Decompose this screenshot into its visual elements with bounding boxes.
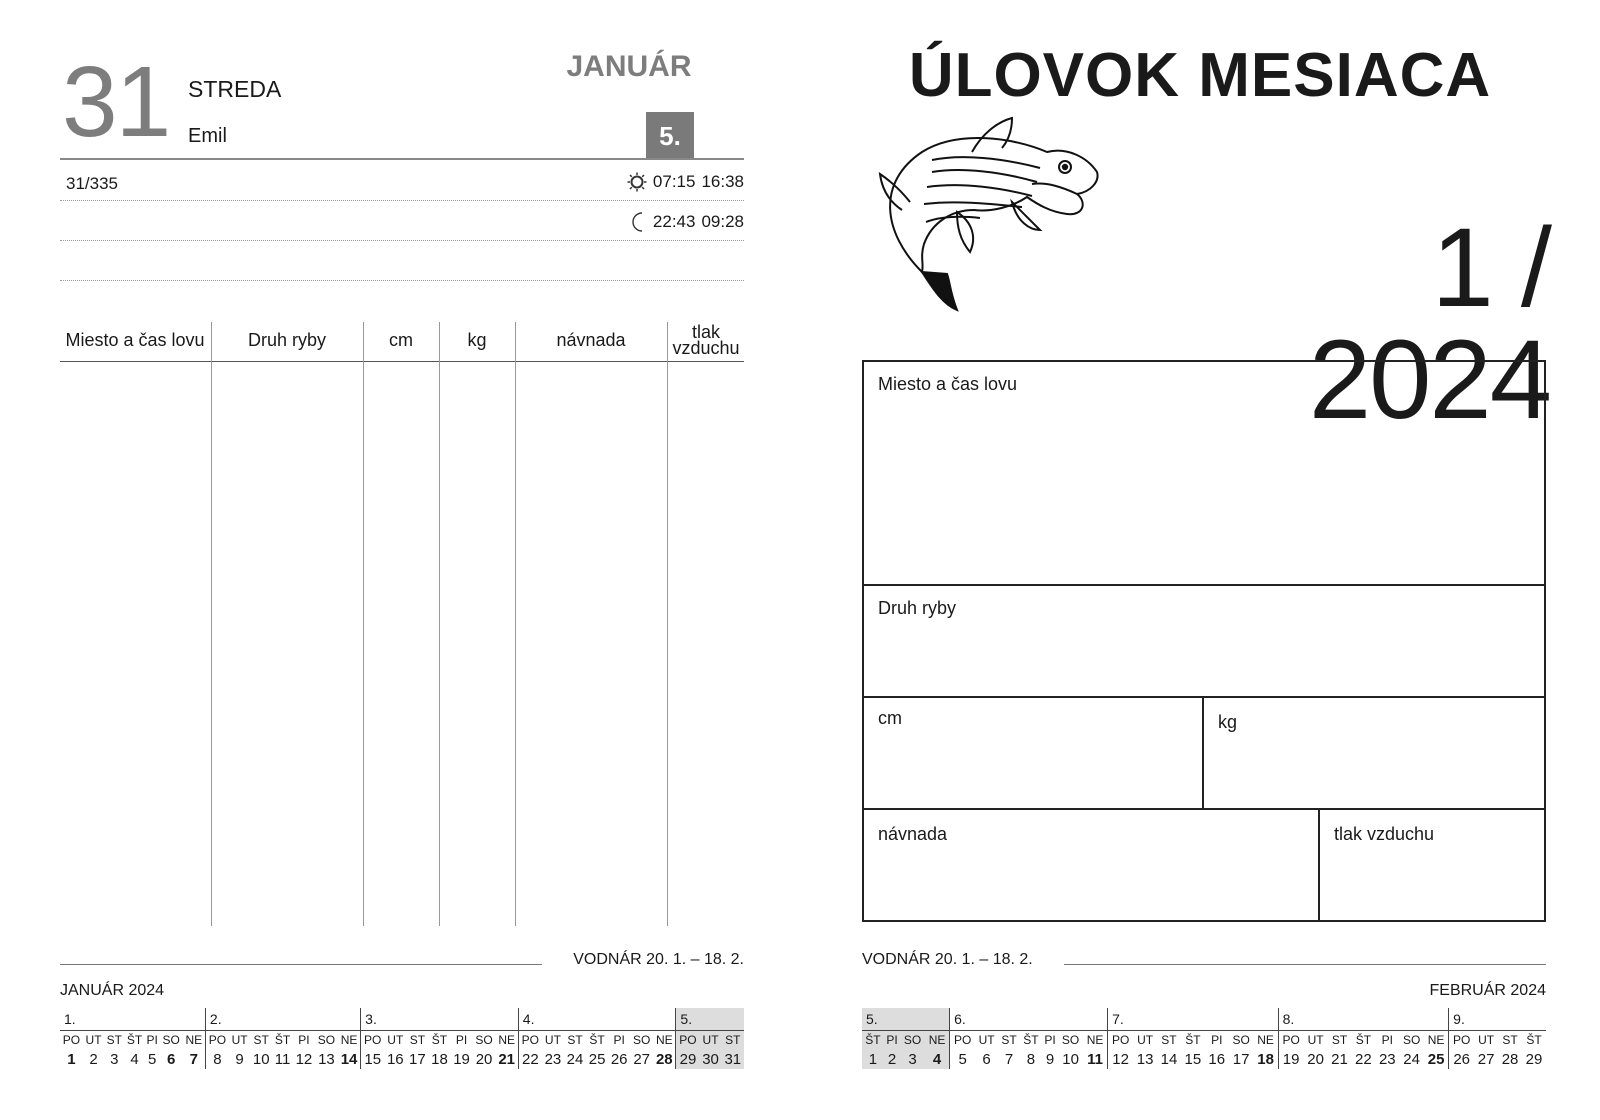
calendar-weekday: UT bbox=[1307, 1033, 1324, 1047]
col-bait: návnada bbox=[556, 330, 626, 350]
calendar-day[interactable]: 15 bbox=[1184, 1050, 1202, 1068]
calendar-weekday: ST bbox=[1001, 1033, 1017, 1047]
calendar-day[interactable]: 18 bbox=[1257, 1050, 1274, 1068]
calendar-week-label: 7. bbox=[1108, 1008, 1279, 1031]
calendar-week-label: 1. bbox=[60, 1008, 205, 1031]
calendar-weekday: NE bbox=[1086, 1033, 1104, 1047]
col-cm: cm bbox=[389, 330, 413, 350]
calendar-weekday: PO bbox=[1108, 1031, 1134, 1050]
calendar-day[interactable]: 23 bbox=[544, 1050, 562, 1068]
calendar-day[interactable]: 24 bbox=[1403, 1050, 1420, 1068]
calendar-weekday: NE bbox=[498, 1033, 515, 1047]
calendar-weekday: PI bbox=[884, 1031, 900, 1050]
calendar-weekday: NE bbox=[925, 1031, 950, 1050]
zodiac-label: VODNÁR 20. 1. – 18. 2. bbox=[573, 951, 744, 968]
calendar-weekday: PI bbox=[1044, 1033, 1056, 1047]
zodiac-line bbox=[60, 964, 542, 965]
dotted-line bbox=[60, 240, 744, 241]
calendar-day[interactable]: 17 bbox=[1232, 1050, 1250, 1068]
calendar-weekday: PO bbox=[676, 1031, 700, 1050]
calendar-weekday: PI bbox=[1381, 1033, 1393, 1047]
calendar-week-label: 3. bbox=[361, 1008, 519, 1031]
zodiac-line bbox=[1064, 964, 1546, 965]
moon-icon bbox=[631, 212, 647, 232]
mini-calendar-february bbox=[862, 1008, 1546, 1069]
col-divider bbox=[439, 322, 440, 926]
calendar-day[interactable]: 3 bbox=[900, 1049, 925, 1069]
calendar-day[interactable]: 7 bbox=[189, 1050, 198, 1068]
calendar-day[interactable]: 13 bbox=[318, 1050, 335, 1068]
calendar-weekday: PI bbox=[1211, 1033, 1223, 1047]
calendar-day[interactable]: 23 bbox=[1378, 1050, 1396, 1068]
calendar-day[interactable]: 2 bbox=[884, 1049, 900, 1069]
field-place[interactable] bbox=[862, 360, 1546, 586]
calendar-day[interactable]: 2 bbox=[89, 1050, 98, 1068]
calendar-day[interactable]: 22 bbox=[1355, 1050, 1372, 1068]
field-bait[interactable] bbox=[862, 808, 1320, 922]
calendar-weekday: NE bbox=[185, 1033, 203, 1047]
calendar-weekday: ŠT bbox=[431, 1033, 448, 1047]
field-pressure-label: tlak vzduchu bbox=[1334, 824, 1435, 844]
calendar-weekday: SO bbox=[1402, 1033, 1421, 1047]
page-title: ÚLOVOK MESIACA bbox=[908, 41, 1492, 110]
calendar-day[interactable]: 26 bbox=[610, 1050, 628, 1068]
calendar-week-label: 5. bbox=[862, 1008, 950, 1031]
calendar-weekday: SO bbox=[633, 1033, 651, 1047]
calendar-weekday: ŠT bbox=[274, 1033, 291, 1047]
calendar-day[interactable]: 24 bbox=[566, 1050, 584, 1068]
calendar-weekday: NE bbox=[1257, 1033, 1274, 1047]
mini-calendar-january bbox=[60, 1008, 744, 1069]
calendar-day[interactable]: 6 bbox=[167, 1050, 176, 1068]
zodiac-label: VODNÁR 20. 1. – 18. 2. bbox=[862, 951, 1033, 968]
field-species[interactable] bbox=[862, 584, 1546, 698]
calendar-weekday: SO bbox=[317, 1033, 336, 1047]
name-day: Emil bbox=[188, 125, 227, 147]
col-kg: kg bbox=[467, 330, 487, 350]
calendar-day[interactable]: 19 bbox=[453, 1050, 470, 1068]
moonrise-time: 22:43 bbox=[652, 212, 696, 231]
col-divider bbox=[363, 322, 364, 926]
calendar-weekday: UT bbox=[544, 1033, 561, 1047]
calendar-day[interactable]: 9 bbox=[1045, 1050, 1055, 1068]
calendar-weekday: SO bbox=[475, 1033, 493, 1047]
mini-calendar-title: FEBRUÁR 2024 bbox=[1429, 982, 1546, 999]
sunset-time: 16:38 bbox=[701, 172, 744, 191]
calendar-day[interactable]: 17 bbox=[409, 1050, 426, 1068]
calendar-weekday: PO bbox=[361, 1031, 385, 1050]
calendar-weekday: NE bbox=[340, 1033, 358, 1047]
calendar-day[interactable]: 4 bbox=[925, 1049, 950, 1069]
calendar-weekday: SO bbox=[162, 1033, 180, 1047]
calendar-day[interactable]: 16 bbox=[386, 1050, 404, 1068]
calendar-weekday: PO bbox=[950, 1031, 976, 1050]
calendar-day[interactable]: 1 bbox=[67, 1050, 76, 1068]
field-place-label: Miesto a čas lovu bbox=[878, 374, 1018, 394]
table-header-line bbox=[60, 361, 744, 362]
calendar-weekday: PI bbox=[146, 1033, 158, 1047]
calendar-weekday: ST bbox=[567, 1033, 583, 1047]
calendar-weekday: PO bbox=[1449, 1031, 1475, 1050]
calendar-day[interactable]: 26 bbox=[1449, 1049, 1475, 1069]
calendar-day[interactable]: 16 bbox=[1208, 1050, 1226, 1068]
calendar-weekday: SO bbox=[1061, 1033, 1080, 1047]
calendar-weekday: PI bbox=[455, 1033, 468, 1047]
calendar-day[interactable]: 12 bbox=[1108, 1049, 1134, 1069]
col-divider bbox=[515, 322, 516, 926]
calendar-weekday: PI bbox=[298, 1033, 310, 1047]
calendar-day[interactable]: 8 bbox=[205, 1049, 229, 1069]
calendar-weekday: ST bbox=[1502, 1033, 1518, 1047]
calendar-day[interactable]: 1 bbox=[862, 1049, 884, 1069]
col-species: Druh ryby bbox=[247, 330, 327, 350]
calendar-weekday: PO bbox=[518, 1031, 542, 1050]
month-year: 1 / 2024 bbox=[1308, 205, 1550, 442]
calendar-weekday: ST bbox=[1331, 1033, 1348, 1047]
calendar-weekday: ŠT bbox=[1526, 1033, 1542, 1047]
calendar-weekday: UT bbox=[978, 1033, 995, 1047]
calendar-weekday: UT bbox=[700, 1031, 722, 1050]
calendar-day[interactable]: 15 bbox=[361, 1049, 385, 1069]
calendar-week-label: 2. bbox=[205, 1008, 360, 1031]
field-cm[interactable] bbox=[862, 696, 1204, 810]
calendar-day[interactable]: 21 bbox=[1331, 1050, 1348, 1068]
calendar-weekday: ŠT bbox=[1355, 1033, 1372, 1047]
col-pressure: tlak vzduchu bbox=[672, 322, 740, 358]
calendar-day[interactable]: 29 bbox=[676, 1049, 700, 1069]
month-label: JANUÁR bbox=[566, 50, 692, 83]
calendar-day[interactable]: 14 bbox=[340, 1050, 358, 1068]
calendar-day[interactable]: 13 bbox=[1136, 1050, 1154, 1068]
calendar-weekday: ST bbox=[106, 1033, 122, 1047]
dotted-line bbox=[60, 280, 744, 281]
sun-times bbox=[624, 172, 744, 192]
calendar-day[interactable]: 11 bbox=[1087, 1050, 1103, 1068]
col-divider bbox=[667, 322, 668, 926]
calendar-weekday: SO bbox=[1232, 1033, 1250, 1047]
calendar-weekday: PI bbox=[613, 1033, 625, 1047]
col-divider bbox=[211, 322, 212, 926]
sun-icon bbox=[627, 172, 647, 192]
calendar-day[interactable]: 10 bbox=[1062, 1050, 1079, 1068]
calendar-week-label: 4. bbox=[518, 1008, 676, 1031]
calendar-day[interactable]: 12 bbox=[295, 1050, 313, 1068]
field-species-label: Druh ryby bbox=[878, 598, 957, 618]
calendar-weekday: UT bbox=[85, 1033, 102, 1047]
calendar-day[interactable]: 7 bbox=[1004, 1050, 1014, 1068]
fish-illustration bbox=[862, 112, 1112, 317]
calendar-day[interactable]: 14 bbox=[1160, 1050, 1178, 1068]
calendar-weekday: ŠT bbox=[862, 1031, 884, 1050]
calendar-weekday: ST bbox=[1161, 1033, 1177, 1047]
calendar-weekday: PO bbox=[1278, 1031, 1304, 1050]
calendar-day[interactable]: 21 bbox=[498, 1050, 515, 1068]
calendar-day[interactable]: 29 bbox=[1525, 1050, 1543, 1068]
calendar-weekday: NE bbox=[1427, 1033, 1445, 1047]
calendar-day[interactable]: 27 bbox=[633, 1050, 651, 1068]
calendar-week-label: 9. bbox=[1449, 1008, 1546, 1031]
calendar-day[interactable]: 5 bbox=[950, 1049, 976, 1069]
header-divider bbox=[60, 158, 744, 160]
calendar-day[interactable]: 28 bbox=[1501, 1050, 1519, 1068]
calendar-weekday: UT bbox=[1137, 1033, 1154, 1047]
calendar-weekday: UT bbox=[387, 1033, 404, 1047]
sunrise-time: 07:15 bbox=[652, 172, 696, 191]
calendar-day[interactable]: 18 bbox=[431, 1050, 448, 1068]
calendar-day[interactable]: 30 bbox=[700, 1049, 722, 1069]
calendar-weekday: PO bbox=[62, 1033, 81, 1047]
calendar-day[interactable]: 9 bbox=[235, 1050, 244, 1068]
mini-calendar-title: JANUÁR 2024 bbox=[60, 982, 165, 999]
field-pressure[interactable] bbox=[1318, 808, 1546, 922]
calendar-weekday: ŠT bbox=[1023, 1033, 1039, 1047]
calendar-day[interactable]: 4 bbox=[130, 1050, 139, 1068]
week-number-badge: 5. bbox=[646, 112, 694, 160]
day-name: STREDA bbox=[188, 76, 282, 102]
moon-times bbox=[624, 212, 744, 232]
calendar-weekday: SO bbox=[900, 1031, 925, 1050]
calendar-weekday: ŠT bbox=[589, 1033, 605, 1047]
calendar-day[interactable]: 6 bbox=[982, 1050, 991, 1068]
calendar-weekday: ŠT bbox=[1185, 1033, 1201, 1047]
calendar-day[interactable]: 27 bbox=[1477, 1050, 1495, 1068]
calendar-weekday: NE bbox=[655, 1033, 673, 1047]
calendar-day[interactable]: 22 bbox=[518, 1049, 542, 1069]
field-kg[interactable] bbox=[1202, 696, 1546, 810]
calendar-day[interactable]: 20 bbox=[475, 1050, 493, 1068]
day-of-year: 31/335 bbox=[66, 174, 118, 193]
field-bait-label: návnada bbox=[878, 824, 948, 844]
calendar-weekday: UT bbox=[231, 1033, 248, 1047]
calendar-day[interactable]: 3 bbox=[110, 1050, 119, 1068]
calendar-week-label: 5. bbox=[676, 1008, 744, 1031]
calendar-day[interactable]: 5 bbox=[148, 1050, 157, 1068]
calendar-day[interactable]: 31 bbox=[722, 1049, 744, 1069]
field-kg-label: kg bbox=[1218, 712, 1238, 732]
calendar-day[interactable]: 28 bbox=[655, 1050, 673, 1068]
calendar-weekday: ST bbox=[722, 1031, 744, 1050]
calendar-day[interactable]: 25 bbox=[588, 1050, 606, 1068]
col-place: Miesto a čas lovu bbox=[65, 330, 205, 350]
day-number: 31 bbox=[62, 46, 170, 158]
calendar-weekday: ŠT bbox=[126, 1033, 143, 1047]
field-cm-label: cm bbox=[878, 708, 902, 728]
calendar-weekday: UT bbox=[1478, 1033, 1495, 1047]
moonset-time: 09:28 bbox=[701, 212, 744, 231]
calendar-day[interactable]: 19 bbox=[1278, 1049, 1304, 1069]
calendar-weekday: PO bbox=[205, 1031, 229, 1050]
calendar-weekday: ST bbox=[253, 1033, 269, 1047]
calendar-week-label: 6. bbox=[950, 1008, 1108, 1031]
dotted-line bbox=[60, 200, 744, 201]
calendar-day[interactable]: 20 bbox=[1307, 1050, 1324, 1068]
calendar-week-label: 8. bbox=[1278, 1008, 1449, 1031]
calendar-day[interactable]: 25 bbox=[1427, 1050, 1445, 1068]
calendar-weekday: ST bbox=[409, 1033, 426, 1047]
calendar-day[interactable]: 11 bbox=[274, 1050, 291, 1068]
calendar-day[interactable]: 8 bbox=[1026, 1050, 1036, 1068]
calendar-day[interactable]: 10 bbox=[252, 1050, 270, 1068]
